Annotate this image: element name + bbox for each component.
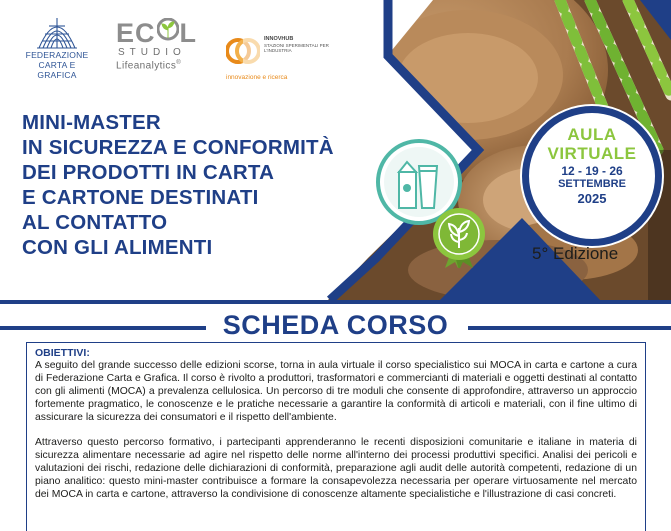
course-title <box>22 110 382 260</box>
federazione-name-line-1: FEDERAZIONE <box>25 50 89 60</box>
innovhub-name: INNOVHUB <box>264 36 294 42</box>
federazione-name-line-2: CARTA E GRAFICA <box>37 60 77 80</box>
badge-year: 2025 <box>577 191 607 206</box>
ecol-brand-right: L <box>179 17 198 48</box>
objectives-paragraph-2: Attraverso questo percorso formativo, i partecipanti apprenderanno le recenti disposizioni comunitarie e italiane in materia di sicurezza alimentare necessarie ad agire nel rispetto delle norme all'interno dei processi produttivi specifici. Analisi dei pericoli e valutazioni dei rischi, redazione delle dichiarazioni di conformità, preparazione agli audit delle autorità competenti, redazione di un piano analitico: questo mini-master contribuisce a formare la consapevolezza necessaria per operare virtuosamente nel mercato dei MOCA in carta e cartone, attraverso la condivisione di conoscenze altamente specialistiche e l'illustrazione di casi concreti. <box>35 437 637 500</box>
title-line-6: CON GLI ALIMENTI <box>22 236 213 259</box>
edition-label: 5° Edizione <box>532 244 619 263</box>
title-line-4: E CARTONE DESTINATI <box>22 186 259 209</box>
ecol-studio-text: STUDIO <box>118 47 186 58</box>
section-title: SCHEDA CORSO <box>209 310 463 341</box>
innovhub-slogan: innovazione e ricerca <box>226 74 288 81</box>
badge-month: SETTEMBRE <box>558 178 626 190</box>
title-line-5: AL CONTATTO <box>22 211 168 234</box>
title-line-3: DEI PRODOTTI IN CARTA <box>22 161 275 184</box>
divider-line <box>0 300 671 304</box>
objectives-box <box>26 342 646 531</box>
objectives-heading: OBIETTIVI: <box>35 347 90 359</box>
title-line-1: MINI-MASTER <box>22 111 161 134</box>
title-line-2: IN SICUREZZA E CONFORMITÀ <box>22 136 334 159</box>
objectives-paragraph-1: A seguito del grande successo delle edizioni scorse, torna in aula virtuale il corso specialistico sui MOCA in carta e cartone a cura di Federazione Carta e Grafica. Il corso è rivolto a produttori, trasformatori e commercianti di materiali e oggetti destinati al contatto con gli alimenti (MOCA) a prevalenza cellulosica. Un percorso di tre moduli che consente di approfondire, attraverso un approccio fortemente pragmatico, le conoscenze e le pratiche necessarie a garantire la conformità di articoli e materiali, con il fine ultimo di assicurare la sicurezza dei consumatori e il rispetto dell'ambiente. <box>35 360 637 423</box>
badge-virtuale: VIRTUALE <box>547 144 637 163</box>
badge-dates: 12 - 19 - 26 <box>561 164 623 178</box>
badge-aula: AULA <box>567 125 617 144</box>
ecol-tagline: Lifeanalytics® <box>116 60 182 72</box>
date-badge <box>522 106 662 246</box>
food-packaging-icon <box>375 138 495 268</box>
innovhub-subtitle: STAZIONI SPERIMENTALI PER L'INDUSTRIA <box>264 43 329 53</box>
ecol-brand-left: EC <box>116 17 156 48</box>
section-title-wrap <box>0 310 671 341</box>
